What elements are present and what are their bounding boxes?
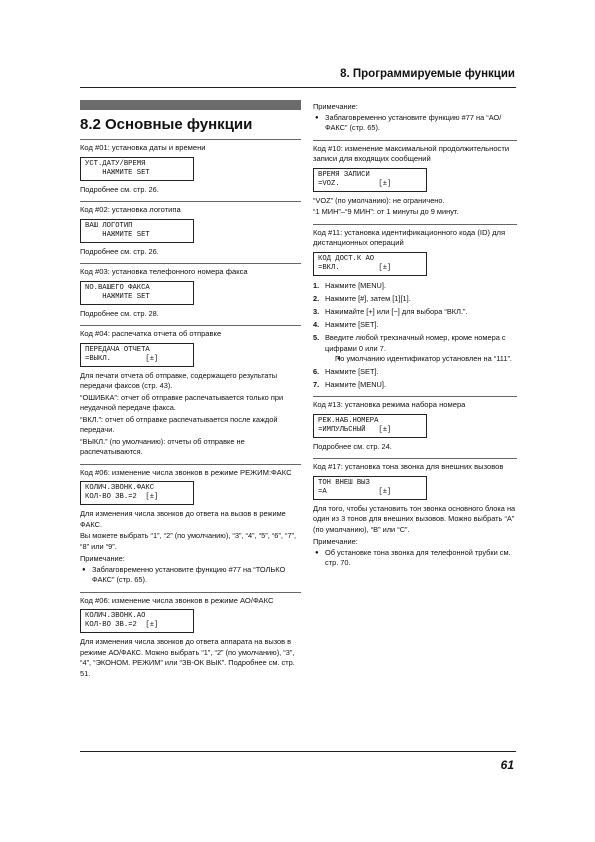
code-01-block: [80, 139, 301, 195]
step-item: [313, 306, 517, 317]
divider: [80, 201, 301, 202]
step-number: 4.: [313, 319, 320, 329]
option-text: “ОШИБКА”: отчет об отправке распечатывается только при неудачной передаче факса.: [80, 392, 284, 412]
left-column: [80, 100, 301, 685]
lcd-display: [80, 481, 194, 505]
lcd-line-1: ВРЕМЯ ЗАПИСИ: [318, 170, 370, 179]
lcd-line-1: ТОН ВНЕШ ВЫЗ: [318, 478, 370, 487]
footer-rule: [80, 751, 516, 752]
option-text: “ВКЛ.”: отчет об отправке распечатывается после каждой передачи.: [80, 414, 278, 434]
code-04-block: [80, 325, 301, 458]
step-item: [313, 379, 517, 390]
section-title: 8.2 Основные функции: [80, 116, 253, 133]
reference-text: Подробнее см. стр. 28.: [80, 308, 159, 318]
page-number: 61: [500, 758, 514, 772]
note-bullet: ● Заблаговременно установите функцию #77 на “АО/ФАКС” (стр. 65).: [313, 113, 517, 134]
code-heading: Код #17: установка тона звонка для внешних вызовов: [313, 462, 504, 471]
divider: [80, 464, 301, 465]
divider: [80, 325, 301, 326]
code-02-block: [80, 201, 301, 257]
code-heading: Код #11: установка идентификационного кода (ID) для дистанционных операций: [313, 227, 506, 247]
divider: [313, 224, 517, 225]
note-title: Примечание:: [313, 537, 358, 546]
step-item: [313, 332, 517, 365]
reference-text: Подробнее см. стр. 26.: [80, 246, 159, 256]
divider: [313, 458, 517, 459]
lcd-line-1: NO.ВАШЕГО ФАКСА: [85, 283, 150, 292]
code-heading: Код #10: изменение максимальной продолжительности записи для входящих сообщений: [313, 143, 510, 163]
code-17-block: [313, 458, 517, 569]
option-text: “VOZ” (по умолчанию): не ограничено.: [313, 195, 445, 205]
lcd-line-2: =ВЫКЛ. [±]: [85, 354, 159, 363]
step-sub-bullet: ● По умолчанию идентификатор установлен на “111”.: [325, 354, 517, 365]
top-note-block: [313, 102, 517, 134]
lcd-line-2: НАЖМИТЕ SET: [85, 230, 150, 239]
step-text: Нажмите [SET].: [325, 319, 379, 329]
lcd-line-2: =ИМПУЛЬСНЫЙ [±]: [318, 425, 392, 434]
code-11-block: [313, 224, 517, 391]
body-text: Для изменения числа звонков до ответа на вызов в режиме ФАКС.: [80, 509, 286, 529]
lcd-display: [313, 168, 427, 192]
step-text: Нажмите [MENU].: [325, 280, 386, 290]
lcd-line-2: КОЛ-ВО ЗВ.=2 [±]: [85, 621, 159, 629]
lcd-display: [80, 281, 194, 305]
step-text: Нажмите [#], затем [1][1].: [325, 293, 411, 303]
lcd-line-1: УСТ.ДАТУ/ВРЕМЯ: [85, 159, 146, 168]
code-06-ao-block: [80, 592, 301, 680]
lcd-line-2: НАЖМИТЕ SET: [85, 168, 150, 177]
lcd-line-1: РЕЖ.НАБ.НОМЕРА: [318, 416, 379, 425]
body-text: Для изменения числа звонков до ответа аппарата на вызов в режиме АО/ФАКС. Можно выбрать “1”, “2” (по умолчанию), “3”, “4”, “ЭКОНОМ. РЕЖИМ” или “ЗВ-ОК ВЫК”. Подробнее см. стр. 51.: [80, 637, 295, 678]
header-rule: [80, 87, 516, 88]
step-item: [313, 280, 517, 291]
lcd-line-1: ПЕРЕДАЧА ОТЧЕТА: [85, 345, 150, 354]
note-bullet: ● Заблаговременно установите функцию #77 на “ТОЛЬКО ФАКС” (стр. 65).: [80, 565, 301, 586]
lcd-line-2: НАЖМИТЕ SET: [85, 292, 150, 301]
lcd-line-1: КОД ДОСТ.К АО: [318, 254, 375, 263]
lcd-display: [313, 476, 427, 500]
step-text: Нажмите [MENU].: [325, 380, 386, 389]
step-number: 1.: [313, 280, 320, 290]
step-item: [313, 319, 517, 330]
option-text: “1 МИН”–“9 МИН”: от 1 минуты до 9 минут.: [313, 207, 459, 216]
note-bullet: ● Об установке тона звонка для телефонной трубки см. стр. 70.: [313, 548, 517, 569]
code-10-block: [313, 140, 517, 218]
lcd-line-2: =A [±]: [318, 487, 392, 496]
code-heading: Код #06: изменение числа звонков в режиме АО/ФАКС: [80, 595, 274, 605]
reference-text: Подробнее см. стр. 26.: [80, 184, 159, 194]
divider: [80, 139, 301, 140]
lcd-display: [80, 343, 194, 367]
lcd-line-1: КОЛИЧ.ЗВОНК.АО: [85, 612, 146, 620]
step-number: 2.: [313, 293, 320, 303]
page-header-title: 8. Программируемые функции: [340, 68, 515, 80]
step-number: 3.: [313, 306, 320, 316]
code-heading: Код #06: изменение числа звонков в режиме РЕЖИМ:ФАКС: [80, 467, 292, 477]
lcd-line-1: ВАШ ЛОГОТИП: [85, 221, 133, 230]
code-06-fax-block: [80, 464, 301, 586]
code-03-block: [80, 263, 301, 319]
lcd-display: [80, 157, 194, 181]
note-title: Примечание:: [313, 102, 358, 111]
lcd-display: [80, 609, 194, 633]
lcd-line-1: КОЛИЧ.ЗВОНК.ФАКС: [85, 484, 155, 492]
step-text: Нажимайте [+] или [−] для выбора “ВКЛ.”.: [325, 306, 468, 316]
code-heading: Код #02: установка логотипа: [80, 205, 181, 214]
lcd-line-2: =VOZ. [±]: [318, 179, 392, 188]
section-bar: [80, 100, 301, 110]
code-heading: Код #13: установка режима набора номера: [313, 400, 466, 409]
lcd-line-2: КОЛ-ВО ЗВ.=2 [±]: [85, 493, 159, 501]
divider: [313, 396, 517, 397]
lcd-display: [80, 219, 194, 243]
step-text: Нажмите [SET].: [325, 367, 379, 376]
body-text: Для печати отчета об отправке, содержащего результаты передачи факсов (стр. 43).: [80, 370, 278, 390]
step-text: Введите любой трехзначный номер, кроме номера с цифрами 0 или 7.: [325, 332, 506, 353]
note-title: Примечание:: [80, 554, 125, 563]
lcd-display: [313, 252, 427, 276]
divider: [313, 140, 517, 141]
step-item: [313, 366, 517, 377]
step-number: 5.: [313, 332, 320, 342]
code-heading: Код #03: установка телефонного номера факса: [80, 267, 248, 276]
lcd-line-2: =ВКЛ. [±]: [318, 263, 392, 272]
code-13-block: [313, 396, 517, 452]
body-text: Для того, чтобы установить тон звонка основного блока на один из 3 тонов для внешних вызовов. Можно выбрать “A” (по умолчанию), “B” или “C”.: [313, 503, 516, 534]
lcd-display: [313, 414, 427, 438]
code-heading: Код #01: установка даты и времени: [80, 143, 206, 152]
divider: [80, 263, 301, 264]
reference-text: Подробнее см. стр. 24.: [313, 441, 392, 451]
body-text: Вы можете выбрать “1”, “2” (по умолчанию), “3”, “4”, “5”, “6”, “7”, “8” или “9”.: [80, 531, 297, 551]
step-number: 7.: [313, 380, 320, 389]
code-heading: Код #04: распечатка отчета об отправке: [80, 329, 222, 338]
steps-list: [313, 280, 517, 391]
option-text: “ВЫКЛ.” (по умолчанию): отчеты об отправке не распечатываются.: [80, 436, 245, 456]
step-number: 6.: [313, 367, 320, 376]
right-column: [313, 100, 517, 575]
step-item: [313, 293, 517, 304]
divider: [80, 592, 301, 593]
